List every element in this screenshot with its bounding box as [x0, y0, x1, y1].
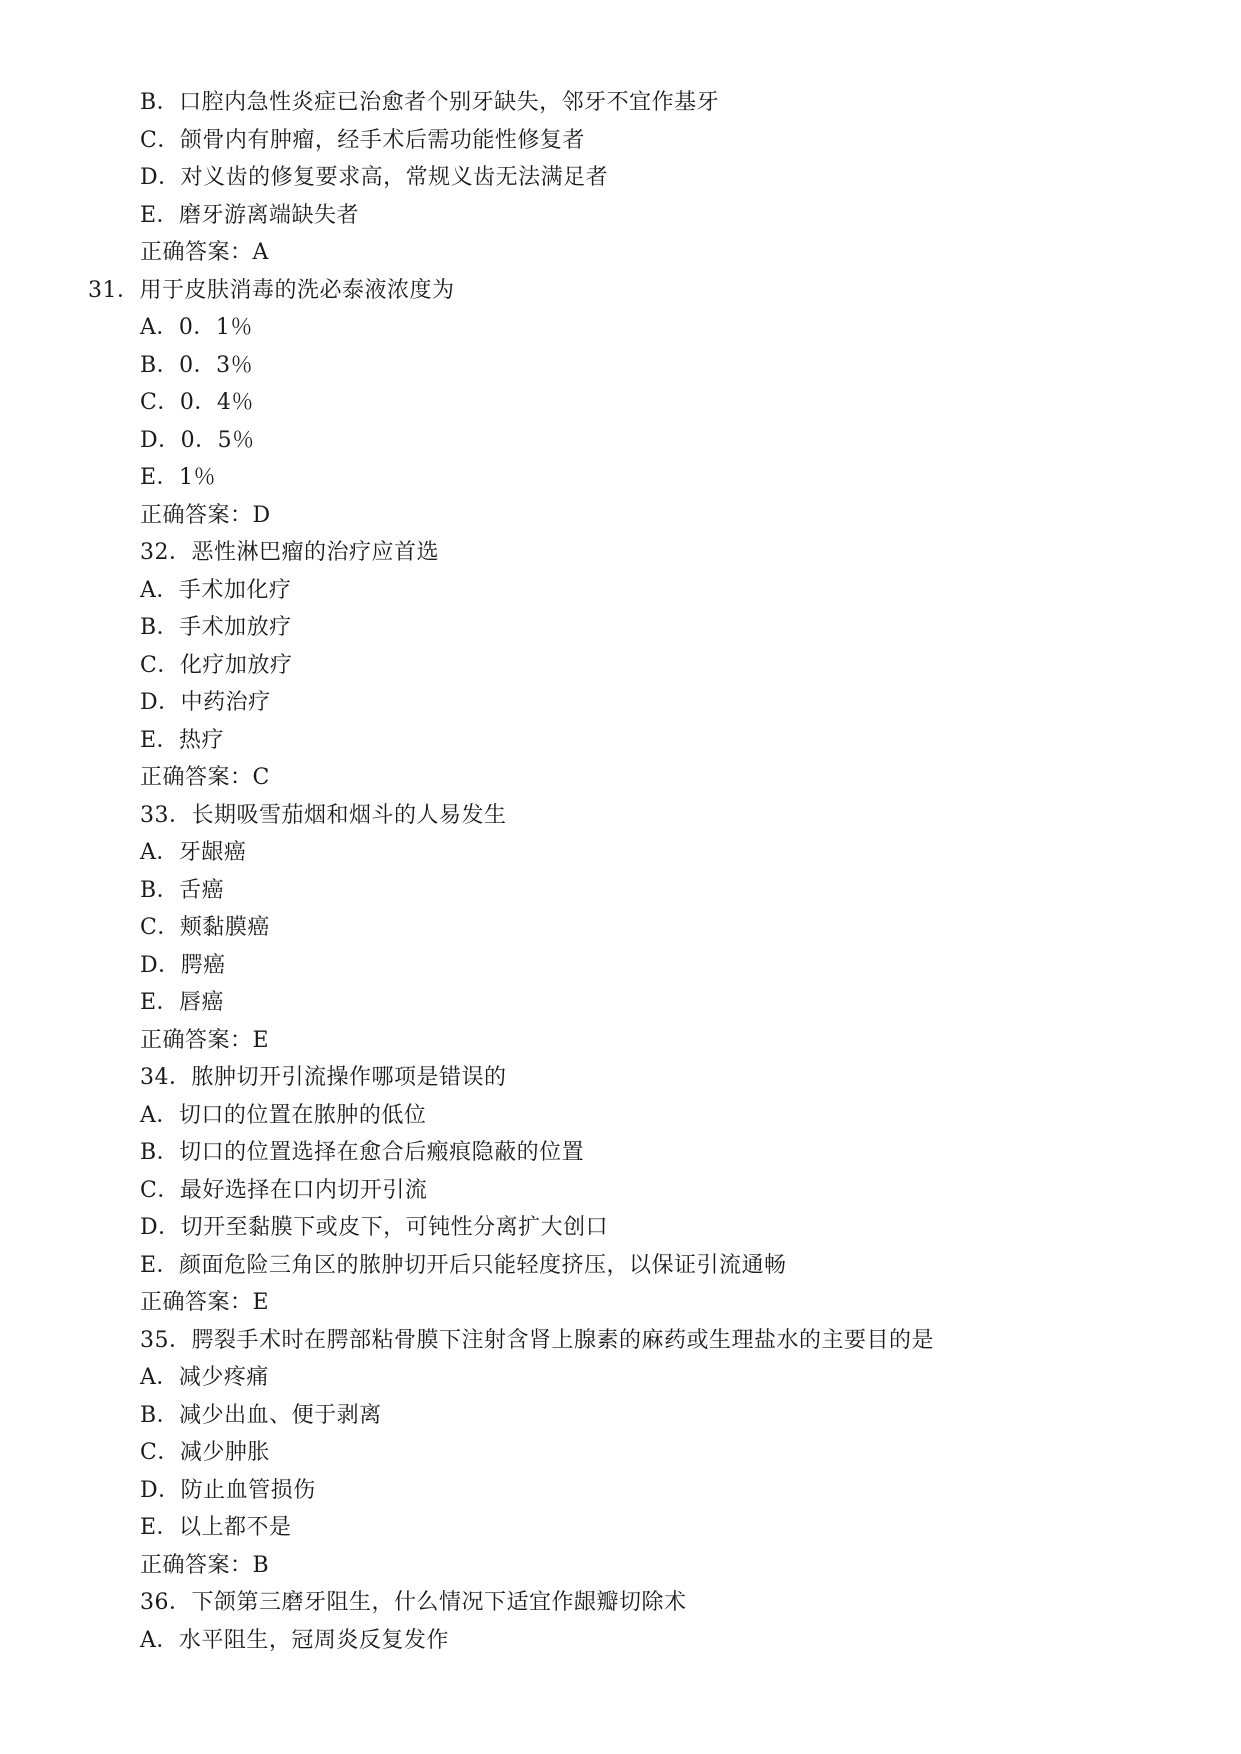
text-line: E．热疗 [140, 727, 225, 753]
text-line: E．颜面危险三角区的脓肿切开后只能轻度挤压，以保证引流通畅 [140, 1252, 787, 1278]
text-line: A．0．1％ [140, 315, 253, 340]
text-line: 32．恶性淋巴瘤的治疗应首选 [140, 540, 439, 565]
text-line: C．最好选择在口内切开引流 [140, 1177, 428, 1203]
text-line: 34．脓肿切开引流操作哪项是错误的 [140, 1065, 507, 1090]
text-line: C．减少肿胀 [140, 1440, 270, 1465]
text-line: A．水平阻生，冠周炎反复发作 [140, 1627, 449, 1653]
text-line: D．中药治疗 [140, 690, 271, 715]
text-line: 36．下颌第三磨牙阻生，什么情况下适宜作龈瓣切除术 [140, 1590, 687, 1615]
text-line: 31．用于皮肤消毒的洗必泰液浓度为 [88, 277, 455, 303]
text-line: C．化疗加放疗 [140, 652, 293, 678]
text-line: B．手术加放疗 [140, 615, 292, 640]
text-line: B．切口的位置选择在愈合后瘢痕隐蔽的位置 [140, 1140, 585, 1165]
text-line: E．1％ [140, 465, 217, 490]
text-line: 正确答案：B [140, 1552, 270, 1578]
text-line: D．切开至黏膜下或皮下，可钝性分离扩大创口 [140, 1215, 609, 1240]
text-line: D．防止血管损伤 [140, 1477, 316, 1503]
text-line: 33．长期吸雪茄烟和烟斗的人易发生 [140, 802, 507, 828]
text-line: A．减少疼痛 [140, 1365, 269, 1390]
text-line: D．腭癌 [140, 952, 226, 978]
text-line: 正确答案：A [140, 240, 269, 265]
text-line: E．唇癌 [140, 990, 225, 1015]
text-line: 正确答案：D [140, 502, 271, 528]
text-line: A．手术加化疗 [140, 577, 292, 603]
text-line: B．舌癌 [140, 877, 225, 903]
text-line: D．0．5％ [140, 427, 255, 453]
text-line: A．牙龈癌 [140, 840, 247, 865]
text-line: 正确答案：C [140, 765, 270, 790]
text-line: E．以上都不是 [140, 1515, 292, 1540]
text-line: 正确答案：E [140, 1290, 270, 1315]
document-page [0, 84, 1241, 1659]
text-line: C．0．4％ [140, 390, 254, 415]
text-line: E．磨牙游离端缺失者 [140, 202, 360, 228]
text-line: B．减少出血、便于剥离 [140, 1402, 382, 1428]
text-line: D．对义齿的修复要求高，常规义齿无法满足者 [140, 165, 609, 190]
text-line: C．颌骨内有肿瘤，经手术后需功能性修复者 [140, 127, 585, 153]
text-line: B．口腔内急性炎症已治愈者个别牙缺失，邻牙不宜作基牙 [140, 90, 720, 115]
text-line: B．0．3％ [140, 352, 254, 378]
text-line: 正确答案：E [140, 1027, 270, 1053]
text-line: A．切口的位置在脓肿的低位 [140, 1102, 427, 1128]
text-line: 35．腭裂手术时在腭部粘骨膜下注射含肾上腺素的麻药或生理盐水的主要目的是 [140, 1327, 934, 1353]
text-line: C．颊黏膜癌 [140, 915, 270, 940]
